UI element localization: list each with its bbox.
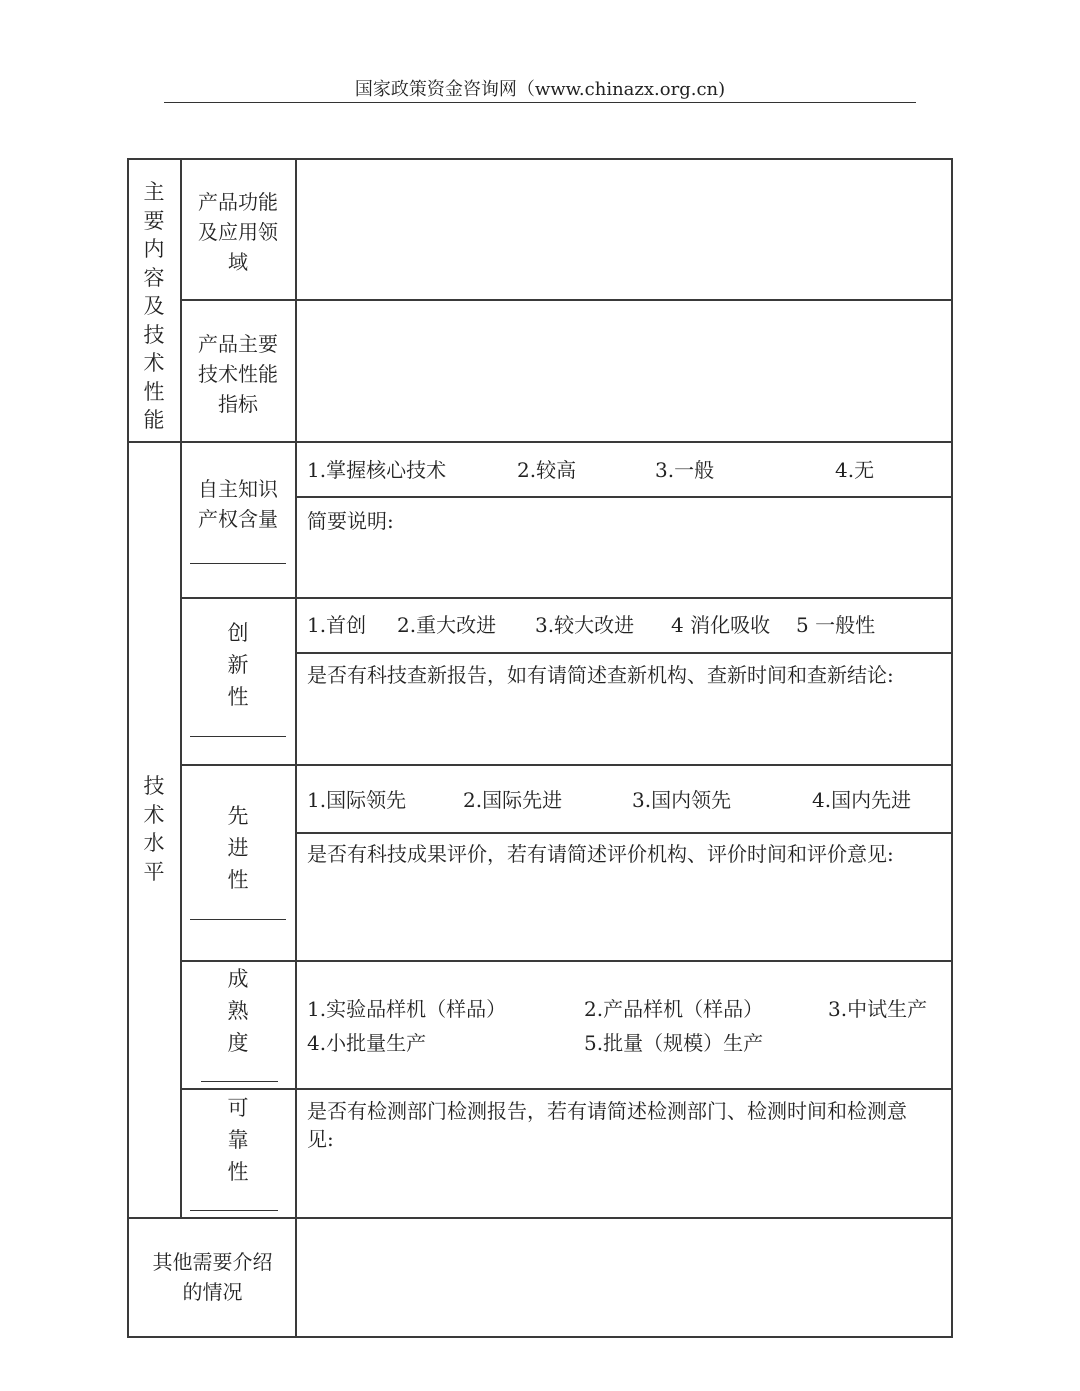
row-label-advanced: 先 进 性 <box>227 804 249 892</box>
field-innovation-answer[interactable] <box>297 694 950 762</box>
field-product-specs[interactable] <box>297 301 950 440</box>
option-maturity-1[interactable]: 1.实验品样机（样品） <box>307 997 507 1021</box>
section-divider-1 <box>127 441 953 443</box>
option-ip-4[interactable]: 4.无 <box>835 458 875 482</box>
row-divider-d <box>180 960 953 962</box>
header-divider <box>164 102 916 103</box>
row-divider-c <box>180 764 953 766</box>
ip-note-label: 简要说明: <box>307 509 394 533</box>
option-maturity-4[interactable]: 4.小批量生产 <box>307 1031 427 1055</box>
option-advanced-3[interactable]: 3.国内领先 <box>632 788 732 812</box>
option-innovation-3[interactable]: 3.较大改进 <box>535 613 635 637</box>
innovation-question: 是否有科技查新报告，如有请简述查新机构、查新时间和查新结论: <box>307 663 894 687</box>
row-label-reliability: 可 靠 性 <box>227 1096 249 1184</box>
inner-divider-ip <box>295 496 953 498</box>
advanced-question: 是否有科技成果评价，若有请简述评价机构、评价时间和评价意见: <box>307 842 894 866</box>
row-divider-b <box>180 597 953 599</box>
check-blank-reliability[interactable] <box>190 1210 278 1211</box>
table-border-left <box>127 158 129 1338</box>
check-blank-maturity[interactable] <box>201 1081 278 1082</box>
section-label-main-content: 主 要 内 容 及 技 术 性 能 <box>143 180 165 432</box>
row-label-innovation: 创 新 性 <box>227 621 249 709</box>
option-advanced-2[interactable]: 2.国际先进 <box>463 788 563 812</box>
option-innovation-4[interactable]: 4 消化吸收 <box>671 613 771 637</box>
field-advanced-answer[interactable] <box>297 874 950 958</box>
inner-divider-innovation <box>295 652 953 654</box>
field-product-function[interactable] <box>297 160 950 298</box>
option-innovation-1[interactable]: 1.首创 <box>307 613 367 637</box>
inner-divider-advanced <box>295 832 953 834</box>
reliability-question-line2: 见: <box>307 1127 334 1151</box>
option-advanced-1[interactable]: 1.国际领先 <box>307 788 407 812</box>
option-advanced-4[interactable]: 4.国内先进 <box>812 788 912 812</box>
option-maturity-3[interactable]: 3.中试生产 <box>828 997 928 1021</box>
section-label-other: 其他需要介绍 的情况 <box>152 1250 273 1304</box>
table-border-right <box>951 158 953 1338</box>
option-ip-1[interactable]: 1.掌握核心技术 <box>307 458 447 482</box>
row-label-ip: 自主知识 产权含量 <box>198 477 278 531</box>
field-reliability-answer[interactable] <box>297 1156 950 1216</box>
check-blank-ip[interactable] <box>190 563 286 564</box>
row-label-product-function: 产品功能 及应用领 域 <box>198 190 278 274</box>
option-ip-3[interactable]: 3.一般 <box>655 458 715 482</box>
row-divider-e <box>180 1088 953 1090</box>
page-header-title: 国家政策资金咨询网（www.chinazx.org.cn) <box>354 79 726 100</box>
field-ip-note[interactable] <box>410 500 948 594</box>
option-maturity-2[interactable]: 2.产品样机（样品） <box>584 997 764 1021</box>
option-ip-2[interactable]: 2.较高 <box>517 458 577 482</box>
check-blank-innovation[interactable] <box>190 736 286 737</box>
check-blank-advanced[interactable] <box>190 919 286 920</box>
option-innovation-2[interactable]: 2.重大改进 <box>397 613 497 637</box>
reliability-question-line1: 是否有检测部门检测报告，若有请简述检测部门、检测时间和检测意 <box>307 1099 907 1123</box>
option-maturity-5[interactable]: 5.批量（规模）生产 <box>584 1031 764 1055</box>
option-innovation-5[interactable]: 5 一般性 <box>796 613 876 637</box>
table-border-bottom <box>127 1336 953 1338</box>
field-other-info[interactable] <box>297 1219 950 1335</box>
row-label-product-specs: 产品主要 技术性能 指标 <box>198 332 278 416</box>
row-label-maturity: 成 熟 度 <box>227 967 249 1055</box>
section-label-tech-level: 技 术 水 平 <box>143 774 165 884</box>
